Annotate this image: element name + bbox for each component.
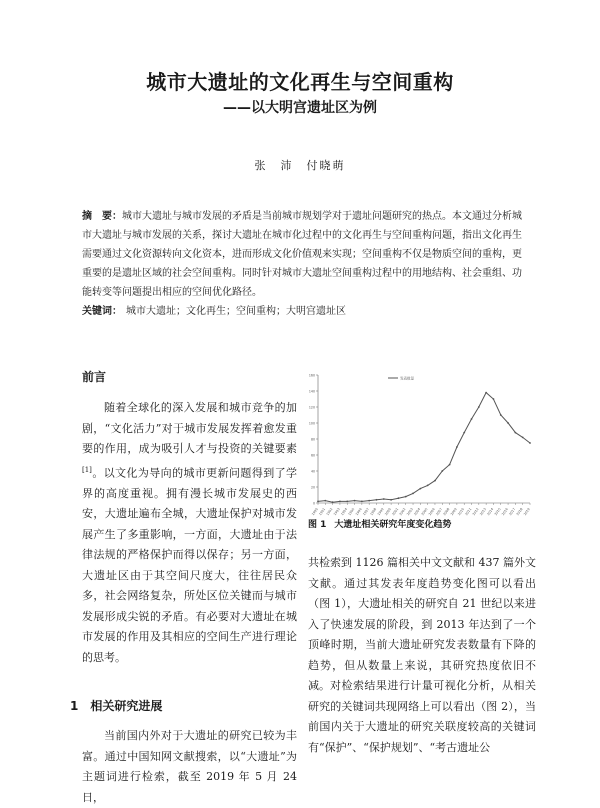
intro-text-a: 随着全球化的深入发展和城市竞争的加剧，“文化活力”对于城市发展发挥着愈发重要的作用，成为吸引人才与投资的关键要素 — [82, 401, 297, 455]
x-tick-label: 2016 — [500, 507, 509, 517]
data-point — [324, 500, 326, 502]
data-point — [529, 442, 531, 444]
data-point — [463, 432, 465, 434]
data-point — [514, 432, 516, 434]
section1-heading: 1 相关研究进展 — [70, 699, 163, 713]
keywords-text: 城市大遗址；文化再生；空间重构；大明宫遗址区 — [126, 306, 346, 317]
x-tick-label: 2001 — [391, 507, 400, 517]
y-tick-label: 0 — [312, 501, 315, 506]
x-tick-label: 1990 — [310, 507, 319, 517]
legend-label: 发表数量 — [400, 376, 414, 381]
abstract-label: 摘 要： — [82, 211, 122, 222]
figure-1-chart — [304, 367, 536, 527]
data-point — [339, 501, 341, 503]
abstract — [82, 207, 522, 302]
intro-text-b: 。以文化为导向的城市更新问题得到了学界的高度重视。拥有漫长城市发展史的西安，大遗址遍布全城，大遗址保护对城市发展产生了多重影响，一方面，大遗址由于法律法规的严格保护而得以保存；另一方面，大遗址区由于其空间尺度大，往往居民众多，社会网络复杂，所处区位关键而与城市发展形成尖锐的矛盾。有必要对大遗址在城市发展的作用及其相应的空间生产进行理论的思考。 — [82, 466, 297, 664]
data-point — [361, 501, 363, 503]
x-tick-label: 2015 — [493, 507, 502, 517]
right-paragraph-1: 共检索到 1126 篇相关中文文献和 437 篇外文文献。通过其发表年度趋势变化图可以看出（图 1），大遗址相关的研究自 21 世纪以来进入了快速发展的阶段，到 2013 年达到了一个顶峰时期，当前大遗址研究发表数量有下降的趋势，但从数量上来说，其研究热度依旧不减。 — [308, 556, 536, 692]
citation-ref: [1] — [82, 465, 92, 474]
x-tick-label: 2002 — [398, 507, 407, 517]
data-point — [434, 480, 436, 482]
x-tick-label: 2008 — [442, 507, 451, 517]
data-point — [507, 422, 509, 424]
data-point — [427, 485, 429, 487]
y-tick-label: 120 — [308, 405, 315, 410]
x-tick-label: 1997 — [362, 507, 370, 517]
y-tick-label: 80 — [310, 437, 315, 442]
y-tick-label: 160 — [308, 373, 315, 378]
line-chart-svg — [304, 367, 536, 517]
figure-1-caption — [308, 517, 451, 530]
data-point — [485, 392, 487, 394]
data-point — [390, 499, 392, 501]
data-point — [522, 437, 524, 439]
data-point — [441, 470, 443, 472]
x-tick-label: 1998 — [369, 507, 378, 517]
data-point — [500, 414, 502, 416]
series-line — [318, 393, 530, 503]
x-tick-label: 2004 — [413, 507, 422, 517]
keywords — [82, 305, 522, 319]
x-tick-label: 2009 — [449, 507, 458, 517]
figure-caption-text: 大遗址相关研究年度变化趋势 — [334, 520, 452, 530]
authors: 张 沛 付晓萌 — [254, 159, 346, 172]
x-tick-label: 2007 — [435, 507, 444, 517]
data-point — [376, 499, 378, 501]
x-tick-label: 1991 — [318, 507, 327, 517]
x-tick-label: 2011 — [464, 507, 473, 517]
data-point — [383, 498, 385, 500]
keywords-label: 关键词： — [82, 306, 122, 317]
x-tick-label: 2019 — [522, 507, 531, 517]
x-tick-label: 2018 — [515, 507, 524, 517]
data-point — [456, 446, 458, 448]
paper-title: 城市大遗址的文化再生与空间重构 — [146, 70, 454, 94]
x-tick-label: 1999 — [376, 507, 385, 517]
data-point — [368, 500, 370, 502]
data-point — [354, 500, 356, 502]
intro-heading: 前言 — [82, 370, 107, 384]
x-tick-label: 1996 — [354, 507, 363, 517]
x-tick-label: 2005 — [420, 507, 429, 517]
x-tick-label: 2006 — [427, 507, 436, 517]
x-tick-label: 1995 — [347, 507, 356, 517]
section1-paragraph: 当前国内外对于大遗址的研究已较为丰富。通过中国知网文献搜索，以“大遗址”为主题词进行检索，截至 2019 年 5 月 24 日， — [82, 729, 297, 804]
data-point — [398, 497, 400, 499]
intro-paragraph — [82, 398, 297, 668]
figure-number: 图 1 — [308, 520, 327, 530]
data-point — [449, 464, 451, 466]
paper-subtitle: ——以大明宫遗址区为例 — [223, 100, 377, 116]
y-tick-label: 40 — [310, 469, 315, 474]
x-tick-label: 2010 — [457, 507, 466, 517]
right-paragraph-2: 对检索结果进行计量可视化分析，从相关研究的关键词共现网络上可以看出（图 2），当前国内关于大遗址的研究关联度较高的关键词有“保护”、“保护规划”、“考古遗址公 — [308, 679, 536, 754]
data-point — [419, 488, 421, 490]
abstract-text: 城市大遗址与城市发展的矛盾是当前城市规划学对于遗址问题研究的热点。本文通过分析城市大遗址与城市发展的关系，探讨大遗址在城市化过程中的文化再生与空间重构问题，指出文化再生需要通过文化资源转向文化资本，进而形成文化价值观来实现；空间重构不仅是物质空间的重构，更重要的是遗址区域的社会空间重构。同时针对城市大遗址空间重构过程中的用地结构、社会重组、功能转变等问题提出相应的空间优化路径。 — [82, 211, 522, 298]
y-tick-label: 100 — [308, 421, 315, 426]
y-tick-label: 20 — [310, 485, 315, 490]
data-point — [412, 493, 414, 495]
data-point — [478, 406, 480, 408]
data-point — [332, 501, 334, 503]
y-tick-label: 60 — [310, 453, 315, 458]
x-tick-label: 2013 — [479, 507, 487, 517]
x-tick-label: 1992 — [325, 507, 334, 517]
data-point — [471, 418, 473, 420]
x-tick-label: 2012 — [471, 507, 480, 517]
y-tick-label: 140 — [308, 389, 315, 394]
x-tick-label: 2000 — [383, 507, 392, 517]
x-tick-label: 2014 — [486, 507, 495, 517]
data-point — [493, 398, 495, 400]
x-tick-label: 1993 — [332, 507, 341, 517]
x-tick-label: 1994 — [340, 507, 349, 517]
x-tick-label: 2003 — [405, 507, 414, 517]
data-point — [405, 496, 407, 498]
x-tick-label: 2017 — [508, 507, 517, 517]
data-point — [317, 501, 319, 503]
data-point — [346, 501, 348, 503]
